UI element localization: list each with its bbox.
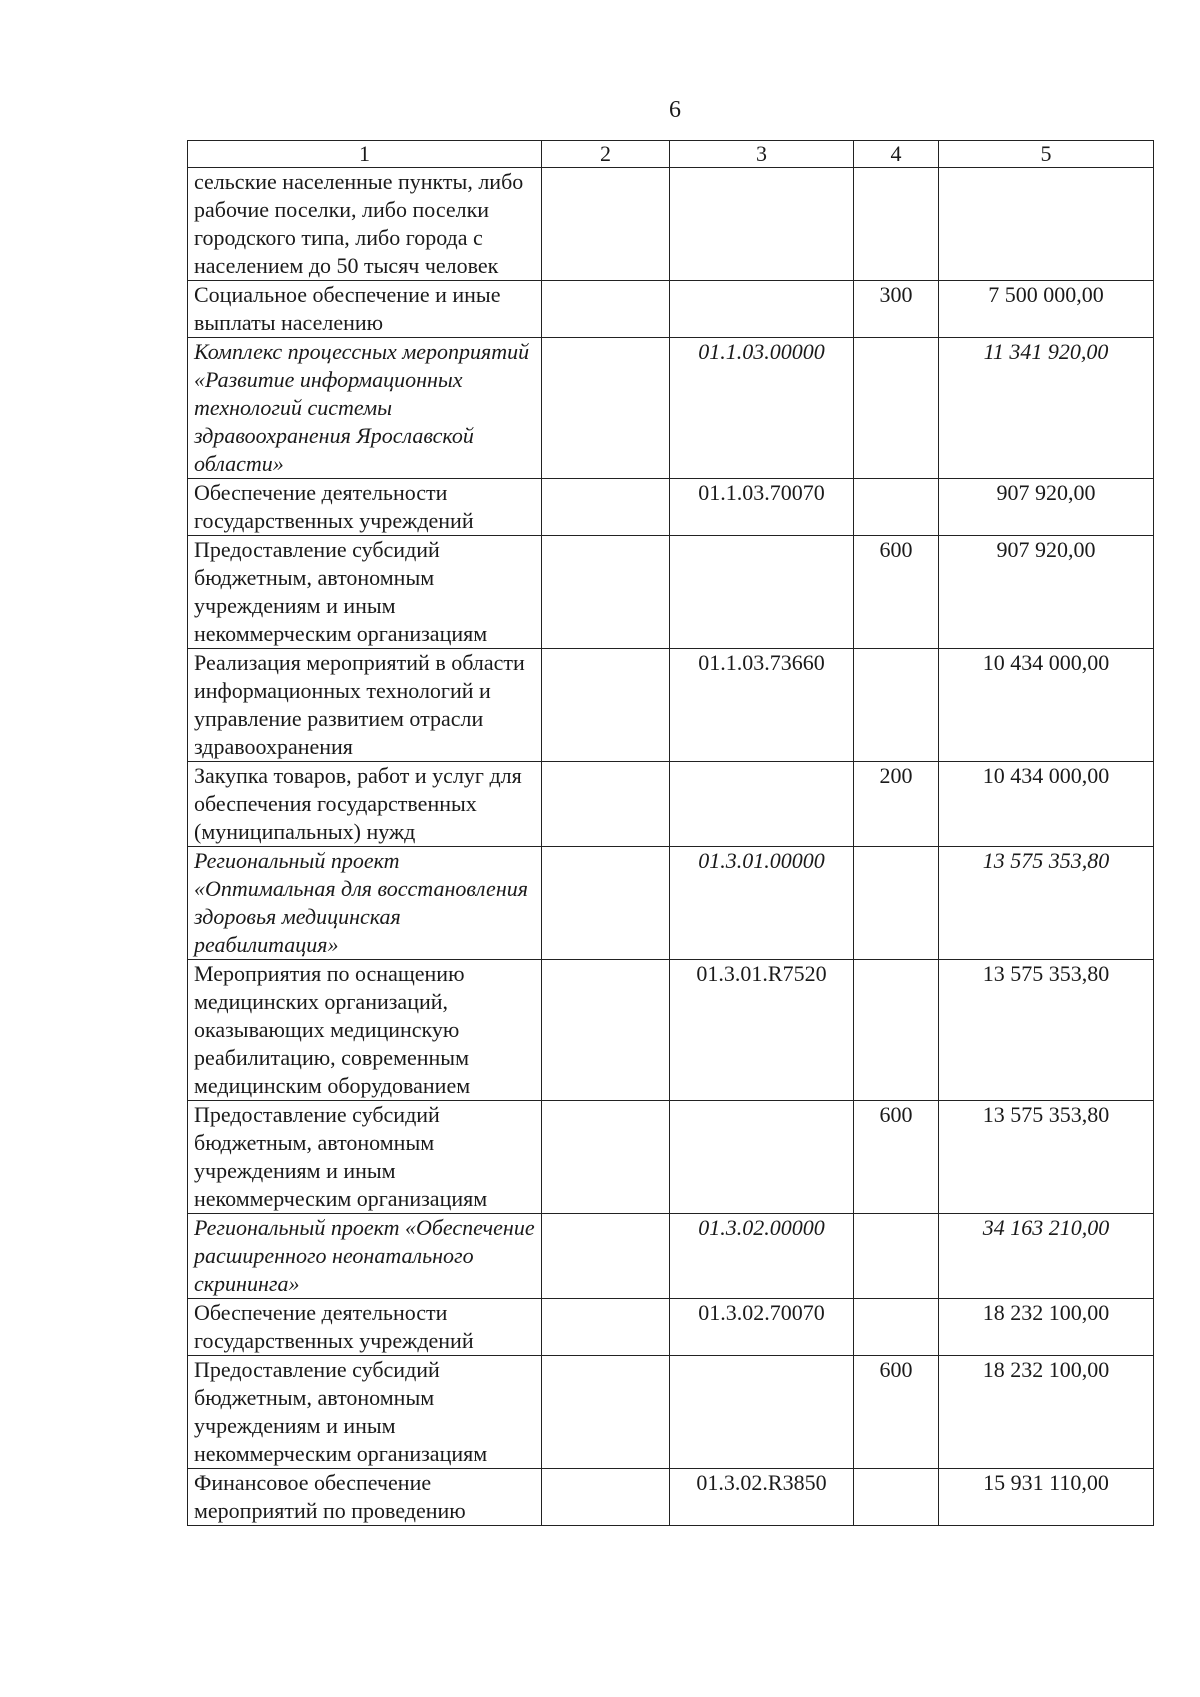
row-expense-type-cell: 200: [854, 762, 939, 847]
row-name-cell: Финансовое обеспечение мероприятий по проведению: [188, 1469, 542, 1526]
page-number: 6: [669, 97, 681, 123]
row-code-cell: [670, 168, 854, 281]
row-code-cell: [670, 1356, 854, 1469]
table-row: [188, 281, 1154, 338]
table-row: [188, 960, 1154, 1101]
row-col2-cell: [542, 847, 670, 960]
row-amount-cell: 907 920,00: [939, 536, 1154, 649]
row-amount-cell: 15 931 110,00: [939, 1469, 1154, 1526]
column-header: 3: [670, 141, 854, 168]
row-code-cell: [670, 1101, 854, 1214]
row-expense-type-cell: [854, 847, 939, 960]
row-col2-cell: [542, 1101, 670, 1214]
table-row: [188, 649, 1154, 762]
table-row: [188, 536, 1154, 649]
row-expense-type-cell: 600: [854, 536, 939, 649]
row-col2-cell: [542, 168, 670, 281]
table-row: [188, 1214, 1154, 1299]
row-col2-cell: [542, 1356, 670, 1469]
row-amount-cell: 10 434 000,00: [939, 762, 1154, 847]
row-code-cell: [670, 762, 854, 847]
row-name-cell: Социальное обеспечение и иные выплаты населению: [188, 281, 542, 338]
row-code-cell: 01.3.01.R7520: [670, 960, 854, 1101]
row-name-cell: Обеспечение деятельности государственных учреждений: [188, 479, 542, 536]
row-expense-type-cell: [854, 338, 939, 479]
row-name-cell: Мероприятия по оснащению медицинских организаций, оказывающих медицинскую реабилитацию, современным медицинским оборудованием: [188, 960, 542, 1101]
row-name-cell: Региональный проект «Обеспечение расширенного неонатального скрининга»: [188, 1214, 542, 1299]
row-name-cell: Предоставление субсидий бюджетным, автономным учреждениям и иным некоммерческим организациям: [188, 1101, 542, 1214]
row-amount-cell: 13 575 353,80: [939, 847, 1154, 960]
row-amount-cell: 907 920,00: [939, 479, 1154, 536]
row-expense-type-cell: [854, 1299, 939, 1356]
budget-table: [187, 140, 1154, 1526]
row-amount-cell: 18 232 100,00: [939, 1356, 1154, 1469]
row-name-cell: Обеспечение деятельности государственных учреждений: [188, 1299, 542, 1356]
row-name-cell: Закупка товаров, работ и услуг для обеспечения государственных (муниципальных) нужд: [188, 762, 542, 847]
column-header: 1: [188, 141, 542, 168]
row-col2-cell: [542, 762, 670, 847]
row-amount-cell: 11 341 920,00: [939, 338, 1154, 479]
column-header: 2: [542, 141, 670, 168]
row-expense-type-cell: [854, 479, 939, 536]
row-col2-cell: [542, 1469, 670, 1526]
table-row: [188, 1101, 1154, 1214]
row-expense-type-cell: [854, 1214, 939, 1299]
row-expense-type-cell: 600: [854, 1356, 939, 1469]
row-name-cell: Региональный проект «Оптимальная для восстановления здоровья медицинская реабилитация»: [188, 847, 542, 960]
row-col2-cell: [542, 479, 670, 536]
table-row: [188, 847, 1154, 960]
table-row: [188, 479, 1154, 536]
row-code-cell: 01.1.03.70070: [670, 479, 854, 536]
column-number-row: [188, 141, 1154, 168]
row-name-cell: Предоставление субсидий бюджетным, автономным учреждениям и иным некоммерческим организациям: [188, 1356, 542, 1469]
row-expense-type-cell: 600: [854, 1101, 939, 1214]
row-name-cell: Реализация мероприятий в области информационных технологий и управление развитием отрасли здравоохранения: [188, 649, 542, 762]
row-amount-cell: 18 232 100,00: [939, 1299, 1154, 1356]
table-row: [188, 338, 1154, 479]
table-row: [188, 762, 1154, 847]
row-code-cell: 01.3.02.00000: [670, 1214, 854, 1299]
row-code-cell: 01.1.03.73660: [670, 649, 854, 762]
row-code-cell: 01.3.02.R3850: [670, 1469, 854, 1526]
row-name-cell: Комплекс процессных мероприятий «Развитие информационных технологий системы здравоохранения Ярославской области»: [188, 338, 542, 479]
table-row: [188, 1299, 1154, 1356]
table-row: [188, 1469, 1154, 1526]
row-amount-cell: 7 500 000,00: [939, 281, 1154, 338]
row-col2-cell: [542, 1299, 670, 1356]
row-amount-cell: [939, 168, 1154, 281]
row-code-cell: 01.3.02.70070: [670, 1299, 854, 1356]
row-amount-cell: 13 575 353,80: [939, 1101, 1154, 1214]
row-name-cell: Предоставление субсидий бюджетным, автономным учреждениям и иным некоммерческим организациям: [188, 536, 542, 649]
row-col2-cell: [542, 281, 670, 338]
row-col2-cell: [542, 960, 670, 1101]
table-row: [188, 168, 1154, 281]
row-col2-cell: [542, 649, 670, 762]
row-expense-type-cell: [854, 649, 939, 762]
row-expense-type-cell: [854, 168, 939, 281]
row-col2-cell: [542, 1214, 670, 1299]
row-name-cell: сельские населенные пункты, либо рабочие поселки, либо поселки городского типа, либо города с населением до 50 тысяч человек: [188, 168, 542, 281]
row-code-cell: 01.3.01.00000: [670, 847, 854, 960]
column-header: 5: [939, 141, 1154, 168]
table-row: [188, 1356, 1154, 1469]
row-expense-type-cell: [854, 960, 939, 1101]
row-amount-cell: 34 163 210,00: [939, 1214, 1154, 1299]
row-code-cell: 01.1.03.00000: [670, 338, 854, 479]
row-col2-cell: [542, 338, 670, 479]
row-expense-type-cell: 300: [854, 281, 939, 338]
row-expense-type-cell: [854, 1469, 939, 1526]
column-header: 4: [854, 141, 939, 168]
row-code-cell: [670, 536, 854, 649]
row-code-cell: [670, 281, 854, 338]
row-amount-cell: 13 575 353,80: [939, 960, 1154, 1101]
row-col2-cell: [542, 536, 670, 649]
row-amount-cell: 10 434 000,00: [939, 649, 1154, 762]
